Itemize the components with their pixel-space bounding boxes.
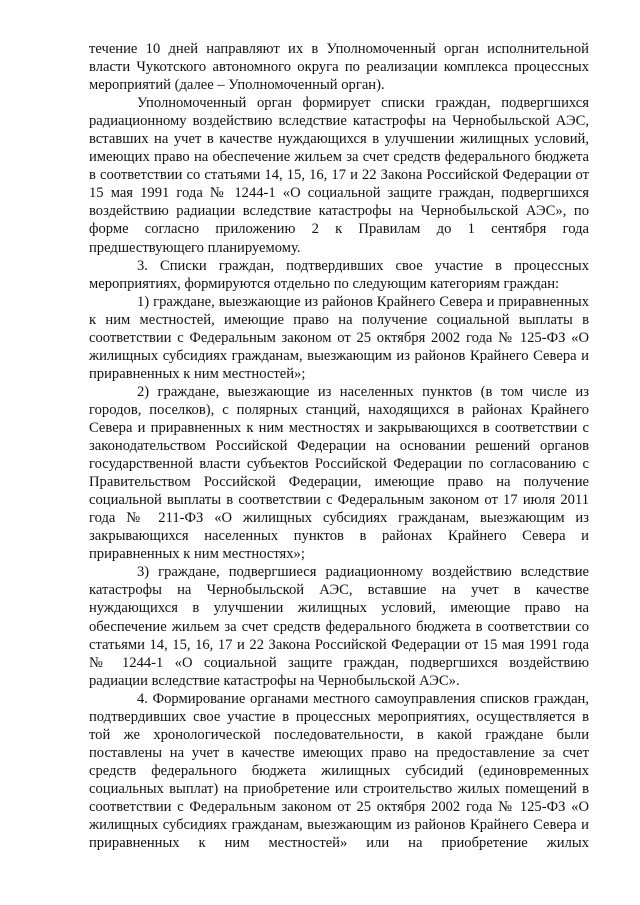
paragraph-category-2: 2) граждане, выезжающие из населенных пунктов (в том числе из городов, поселков), с полярных станций, находящихся в районах Крайнего Севера и приравненных к ним местностях и закрывающихся в соответствии с законодательством Российской Федерации на основании решений органов государственной власти субъектов Российской Федерации по согласованию с Правительством Российской Федерации, имеющие право на получение социальной выплаты в соответствии с Федеральным законом от 17 июля 2011 года № 211-ФЗ «О жилищных субсидиях гражданам, выезжающим из закрывающихся населенных пунктов в районах Крайнего Севера и приравненных к ним местностях»; bbox=[89, 383, 589, 563]
paragraph-category-3: 3) граждане, подвергшиеся радиационному воздействию вследствие катастрофы на Чернобыльской АЭС, вставшие на учет в качестве нуждающихся в улучшении жилищных условий, имеющие право на обеспечение жильем за счет средств федерального бюджета в соответствии со статьями 14, 15, 16, 17 и 22 Закона Российской Федерации от 15 мая 1991 года № 1244-1 «О социальной защите граждан, подвергшихся воздействию радиации вследствие катастрофы на Чернобыльской АЭС». bbox=[89, 564, 589, 689]
paragraph-category-1: 1) граждане, выезжающие из районов Крайнего Севера и приравненных к ним местностей, имеющие право на получение социальной выплаты в соответствии с Федеральным законом от 25 октября 2002 года № 125-ФЗ «О жилищных субсидиях гражданам, выезжающим из районов Крайнего Севера и приравненных к ним местностей»; bbox=[89, 293, 589, 382]
paragraph-authorized-body-lists: Уполномоченный орган формирует списки граждан, подвергшихся радиационному воздействию вследствие катастрофы на Чернобыльской АЭС, вставших на учет в качестве нуждающихся в улучшении жилищных условий, имеющих право на обеспечение жильем за счет средств федерального бюджета в соответствии со статьями 14, 15, 16, 17 и 22 Закона Российской Федерации от 15 мая 1991 года № 1244-1 «О социальной защите граждан, подвергшихся воздействию радиации вследствие катастрофы на Чернобыльской АЭС», по форме согласно приложению 2 к Правилам до 1 сентября года предшествующего планируемому. bbox=[89, 95, 589, 256]
paragraph-continuation: течение 10 дней направляют их в Уполномоченный орган исполнительной власти Чукотского автономного округа по реализации комплекса процессных мероприятий (далее – Уполномоченный орган). bbox=[89, 41, 589, 94]
paragraph-section-4: 4. Формирование органами местного самоуправления списков граждан, подтвердивших свое участие в процессных мероприятиях, осуществляется в той же хронологической последовательности, в какой граждане были поставлены на учет в качестве имеющих право на предоставление за счет средств федерального бюджета жилищных субсидий (единовременных социальных выплат) на приобретение или строительство жилых помещений в соответствии с Федеральным законом от 25 октября 2002 года № 125-ФЗ «О жилищных субсидиях гражданам, выезжающим из районов Крайнего Севера и приравненных к ним местностей» или на приобретение жилых bbox=[89, 690, 589, 852]
paragraph-section-3: 3. Списки граждан, подтвердивших свое участие в процессных мероприятиях, формируются отдельно по следующим категориям граждан: bbox=[89, 257, 589, 292]
